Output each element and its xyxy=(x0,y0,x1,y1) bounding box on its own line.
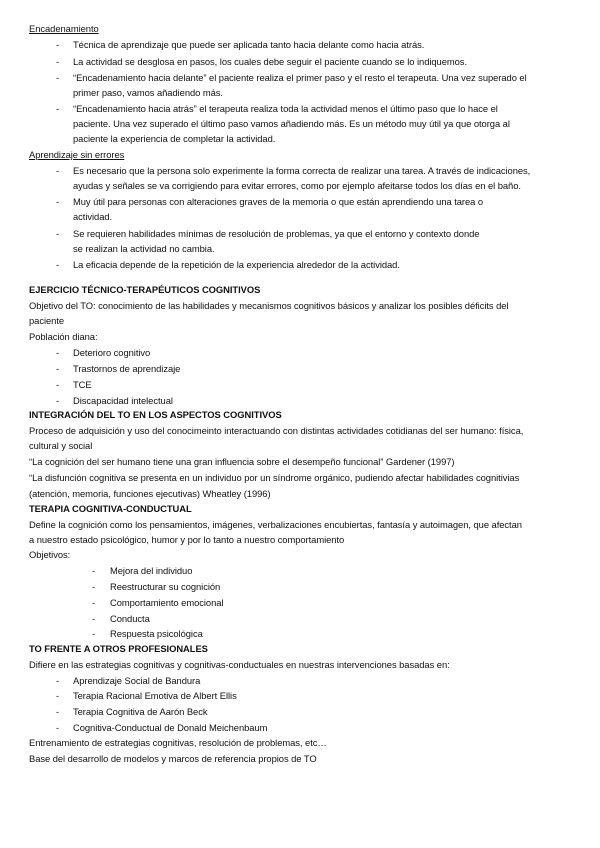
list-item-text: Reestructurar su cognición xyxy=(110,581,221,592)
bullet-dash: - xyxy=(56,363,60,374)
paragraph-line: Entrenamiento de estrategias cognitivas, resolución de problemas, etc… xyxy=(29,737,327,748)
quote-line: (atención, memoria, funciones ejecutivas) Wheatley (1996) xyxy=(29,488,271,499)
bullet-dash: - xyxy=(56,379,60,390)
heading-encadenamiento: Encadenamiento xyxy=(29,23,99,34)
bullet-dash: - xyxy=(56,103,60,114)
quote-line: “La disfunción cognitiva se presenta en un individuo por un síndrome orgánico, pudiendo afectar habilidades cognitivias xyxy=(29,472,520,483)
objetivos-label: Objetivos: xyxy=(29,549,71,560)
paragraph-line: Define la cognición como los pensamientos, imágenes, verbalizaciones encubiertas, fantasía y autoimagen, que afectan xyxy=(29,519,522,530)
list-item-text: Terapia Racional Emotiva de Albert Ellis xyxy=(73,690,237,701)
heading-terapia: TERAPIA COGNITIVA-CONDUCTUAL xyxy=(29,503,192,514)
heading-ejercicio: EJERCICIO TÉCNICO-TERAPÉUTICOS COGNITIVOS xyxy=(29,284,261,295)
list-item-text: La actividad se desglosa en pasos, los cuales debe seguir el paciente cuando se lo indiquemos. xyxy=(73,56,467,67)
bullet-dash: - xyxy=(92,565,96,576)
list-item-text: Respuesta psicológica xyxy=(110,628,203,639)
list-item-text: actividad. xyxy=(73,211,113,222)
bullet-dash: - xyxy=(56,196,60,207)
paragraph-line: Objetivo del TO: conocimiento de las habilidades y mecanismos cognitivos básicos y analizar los posibles déficits del xyxy=(29,300,509,311)
list-item-text: paciente la experiencia de completar la actividad. xyxy=(73,133,276,144)
heading-aprendizaje: Aprendizaje sin errores xyxy=(29,149,125,160)
quote-line: “La cognición del ser humano tiene una gran influencia sobre el desempeño funcional” Gardener (1997) xyxy=(29,456,455,467)
paragraph-line: Proceso de adquisición y uso del conocimeinto interactuando con distintas actividades cotidianas del ser humano: física, xyxy=(29,425,524,436)
bullet-dash: - xyxy=(92,628,96,639)
paragraph-line: Base del desarrollo de modelos y marcos de referencia propios de TO xyxy=(29,753,317,764)
list-item-text: primer paso, vamos añadiendo más. xyxy=(73,87,223,98)
paragraph-line: paciente xyxy=(29,315,65,326)
bullet-dash: - xyxy=(56,165,60,176)
list-item-text: “Encadenamiento hacia delante” el paciente realiza el primer paso y el resto el terapeuta. Una vez superado el xyxy=(73,72,527,83)
list-item-text: “Encadenamiento hacia atrás” el terapeuta realiza toda la actividad menos el último paso que lo hace el xyxy=(73,103,498,114)
heading-to-frente: TO FRENTE A OTROS PROFESIONALES xyxy=(29,643,208,654)
paragraph-line: Difiere en las estrategias cognitivas y cognitivas-conductuales en nuestras intervenciones basadas en: xyxy=(29,659,450,670)
bullet-dash: - xyxy=(56,259,60,270)
list-item-text: Cognitiva-Conductual de Donald Meichenbaum xyxy=(73,722,268,733)
paragraph-line: a nuestro estado psicológico, humor y por lo tanto a nuestro comportamiento xyxy=(29,534,345,545)
list-item-text: Deterioro cognitivo xyxy=(73,347,151,358)
list-item-text: se realizan la actividad no cambia. xyxy=(73,243,215,254)
bullet-dash: - xyxy=(56,706,60,717)
list-item-text: ayudas y señales se va corrigiendo para evitar errores, como por ejemplo afeitarse todos los días en el baño. xyxy=(73,180,521,191)
heading-integracion: INTEGRACIÓN DEL TO EN LOS ASPECTOS COGNITIVOS xyxy=(29,409,282,420)
list-item-text: Aprendizaje Social de Bandura xyxy=(73,675,201,686)
bullet-dash: - xyxy=(92,613,96,624)
list-item-text: TCE xyxy=(73,379,92,390)
poblacion-label: Población diana: xyxy=(29,331,98,342)
list-item-text: Técnica de aprendizaje que puede ser aplicada tanto hacia delante como hacia atrás. xyxy=(73,39,425,50)
bullet-dash: - xyxy=(92,581,96,592)
bullet-dash: - xyxy=(92,597,96,608)
bullet-dash: - xyxy=(56,690,60,701)
list-item-text: Muy útil para personas con alteraciones graves de la memoria o que están aprendiendo una tarea o xyxy=(73,196,484,207)
list-item-text: Comportamiento emocional xyxy=(110,597,224,608)
list-item-text: Discapacidad intelectual xyxy=(73,395,173,406)
list-item-text: Mejora del individuo xyxy=(110,565,193,576)
list-item-text: Se requieren habilidades mínimas de resolución de problemas, ya que el entorno y contexto donde xyxy=(73,228,480,239)
list-item-text: La eficacia depende de la repetición de la experiencia alrededor de la actividad. xyxy=(73,259,400,270)
bullet-dash: - xyxy=(56,395,60,406)
list-item-text: Es necesario que la persona solo experimente la forma correcta de realizar una tarea. A través de indicaciones, xyxy=(73,165,531,176)
list-item-text: paciente. Una vez superado el último paso vamos añadiendo más. Es un método muy útil ya que otorga al xyxy=(73,118,510,129)
paragraph-line: cultural y social xyxy=(29,440,93,451)
bullet-dash: - xyxy=(56,39,60,50)
bullet-dash: - xyxy=(56,72,60,83)
list-item-text: Conducta xyxy=(110,613,150,624)
bullet-dash: - xyxy=(56,56,60,67)
list-item-text: Trastornos de aprendizaje xyxy=(73,363,181,374)
list-item-text: Terapia Cognitiva de Aarón Beck xyxy=(73,706,208,717)
bullet-dash: - xyxy=(56,675,60,686)
bullet-dash: - xyxy=(56,347,60,358)
bullet-dash: - xyxy=(56,722,60,733)
bullet-dash: - xyxy=(56,228,60,239)
